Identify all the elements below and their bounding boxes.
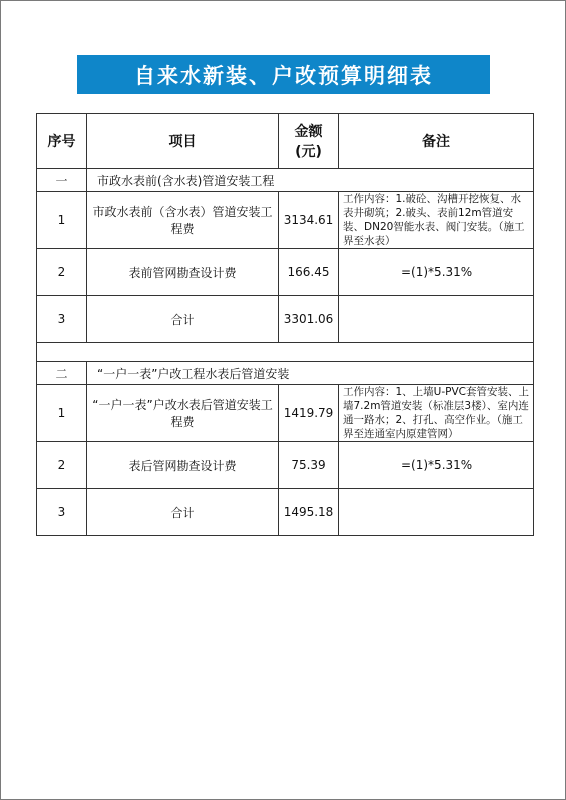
table-header-row <box>37 114 534 169</box>
row-item: 市政水表前（含水表）管道安装工程费 <box>87 192 279 249</box>
row-seq: 3 <box>37 489 87 536</box>
row-item: 合计 <box>87 296 279 343</box>
section-title: 市政水表前(含水表)管道安装工程 <box>87 169 534 192</box>
header-note: 备注 <box>339 114 534 169</box>
row-item: “一户一表”户改水表后管道安装工程费 <box>87 385 279 442</box>
row-seq: 1 <box>37 192 87 249</box>
row-seq: 2 <box>37 442 87 489</box>
row-seq: 3 <box>37 296 87 343</box>
section-row <box>37 362 534 385</box>
section-row <box>37 169 534 192</box>
section-title: “一户一表”户改工程水表后管道安装 <box>87 362 534 385</box>
row-note: =(1)*5.31% <box>339 442 534 489</box>
table-row <box>37 192 534 249</box>
row-amount: 1495.18 <box>279 489 339 536</box>
page-title: 自来水新装、户改预算明细表 <box>77 55 490 94</box>
row-seq: 2 <box>37 249 87 296</box>
row-seq: 1 <box>37 385 87 442</box>
spacer-cell <box>37 343 534 362</box>
row-amount: 1419.79 <box>279 385 339 442</box>
row-note: 工作内容：1、上墙U-PVC套管安装、上墙7.2m管道安装（标准层3楼）、室内连通一路水；2、打孔、高空作业。（施工界至连通室内原建管网） <box>339 385 534 442</box>
row-note <box>339 296 534 343</box>
budget-table <box>36 113 534 536</box>
section-seq: 二 <box>37 362 87 385</box>
row-amount: 75.39 <box>279 442 339 489</box>
spacer-row <box>37 343 534 362</box>
section-seq: 一 <box>37 169 87 192</box>
row-item: 表前管网勘查设计费 <box>87 249 279 296</box>
row-amount: 166.45 <box>279 249 339 296</box>
row-item: 表后管网勘查设计费 <box>87 442 279 489</box>
table-row <box>37 249 534 296</box>
header-seq: 序号 <box>37 114 87 169</box>
header-item: 项目 <box>87 114 279 169</box>
header-amount: 金额(元) <box>279 114 339 169</box>
row-amount: 3134.61 <box>279 192 339 249</box>
row-amount: 3301.06 <box>279 296 339 343</box>
table-row <box>37 296 534 343</box>
row-note: =(1)*5.31% <box>339 249 534 296</box>
row-item: 合计 <box>87 489 279 536</box>
table-row <box>37 489 534 536</box>
table-row <box>37 442 534 489</box>
table-row <box>37 385 534 442</box>
row-note: 工作内容：1.破砼、沟槽开挖恢复、水表井砌筑；2.破头、表前12m管道安装、DN20智能水表、阀门安装。（施工界至水表） <box>339 192 534 249</box>
row-note <box>339 489 534 536</box>
